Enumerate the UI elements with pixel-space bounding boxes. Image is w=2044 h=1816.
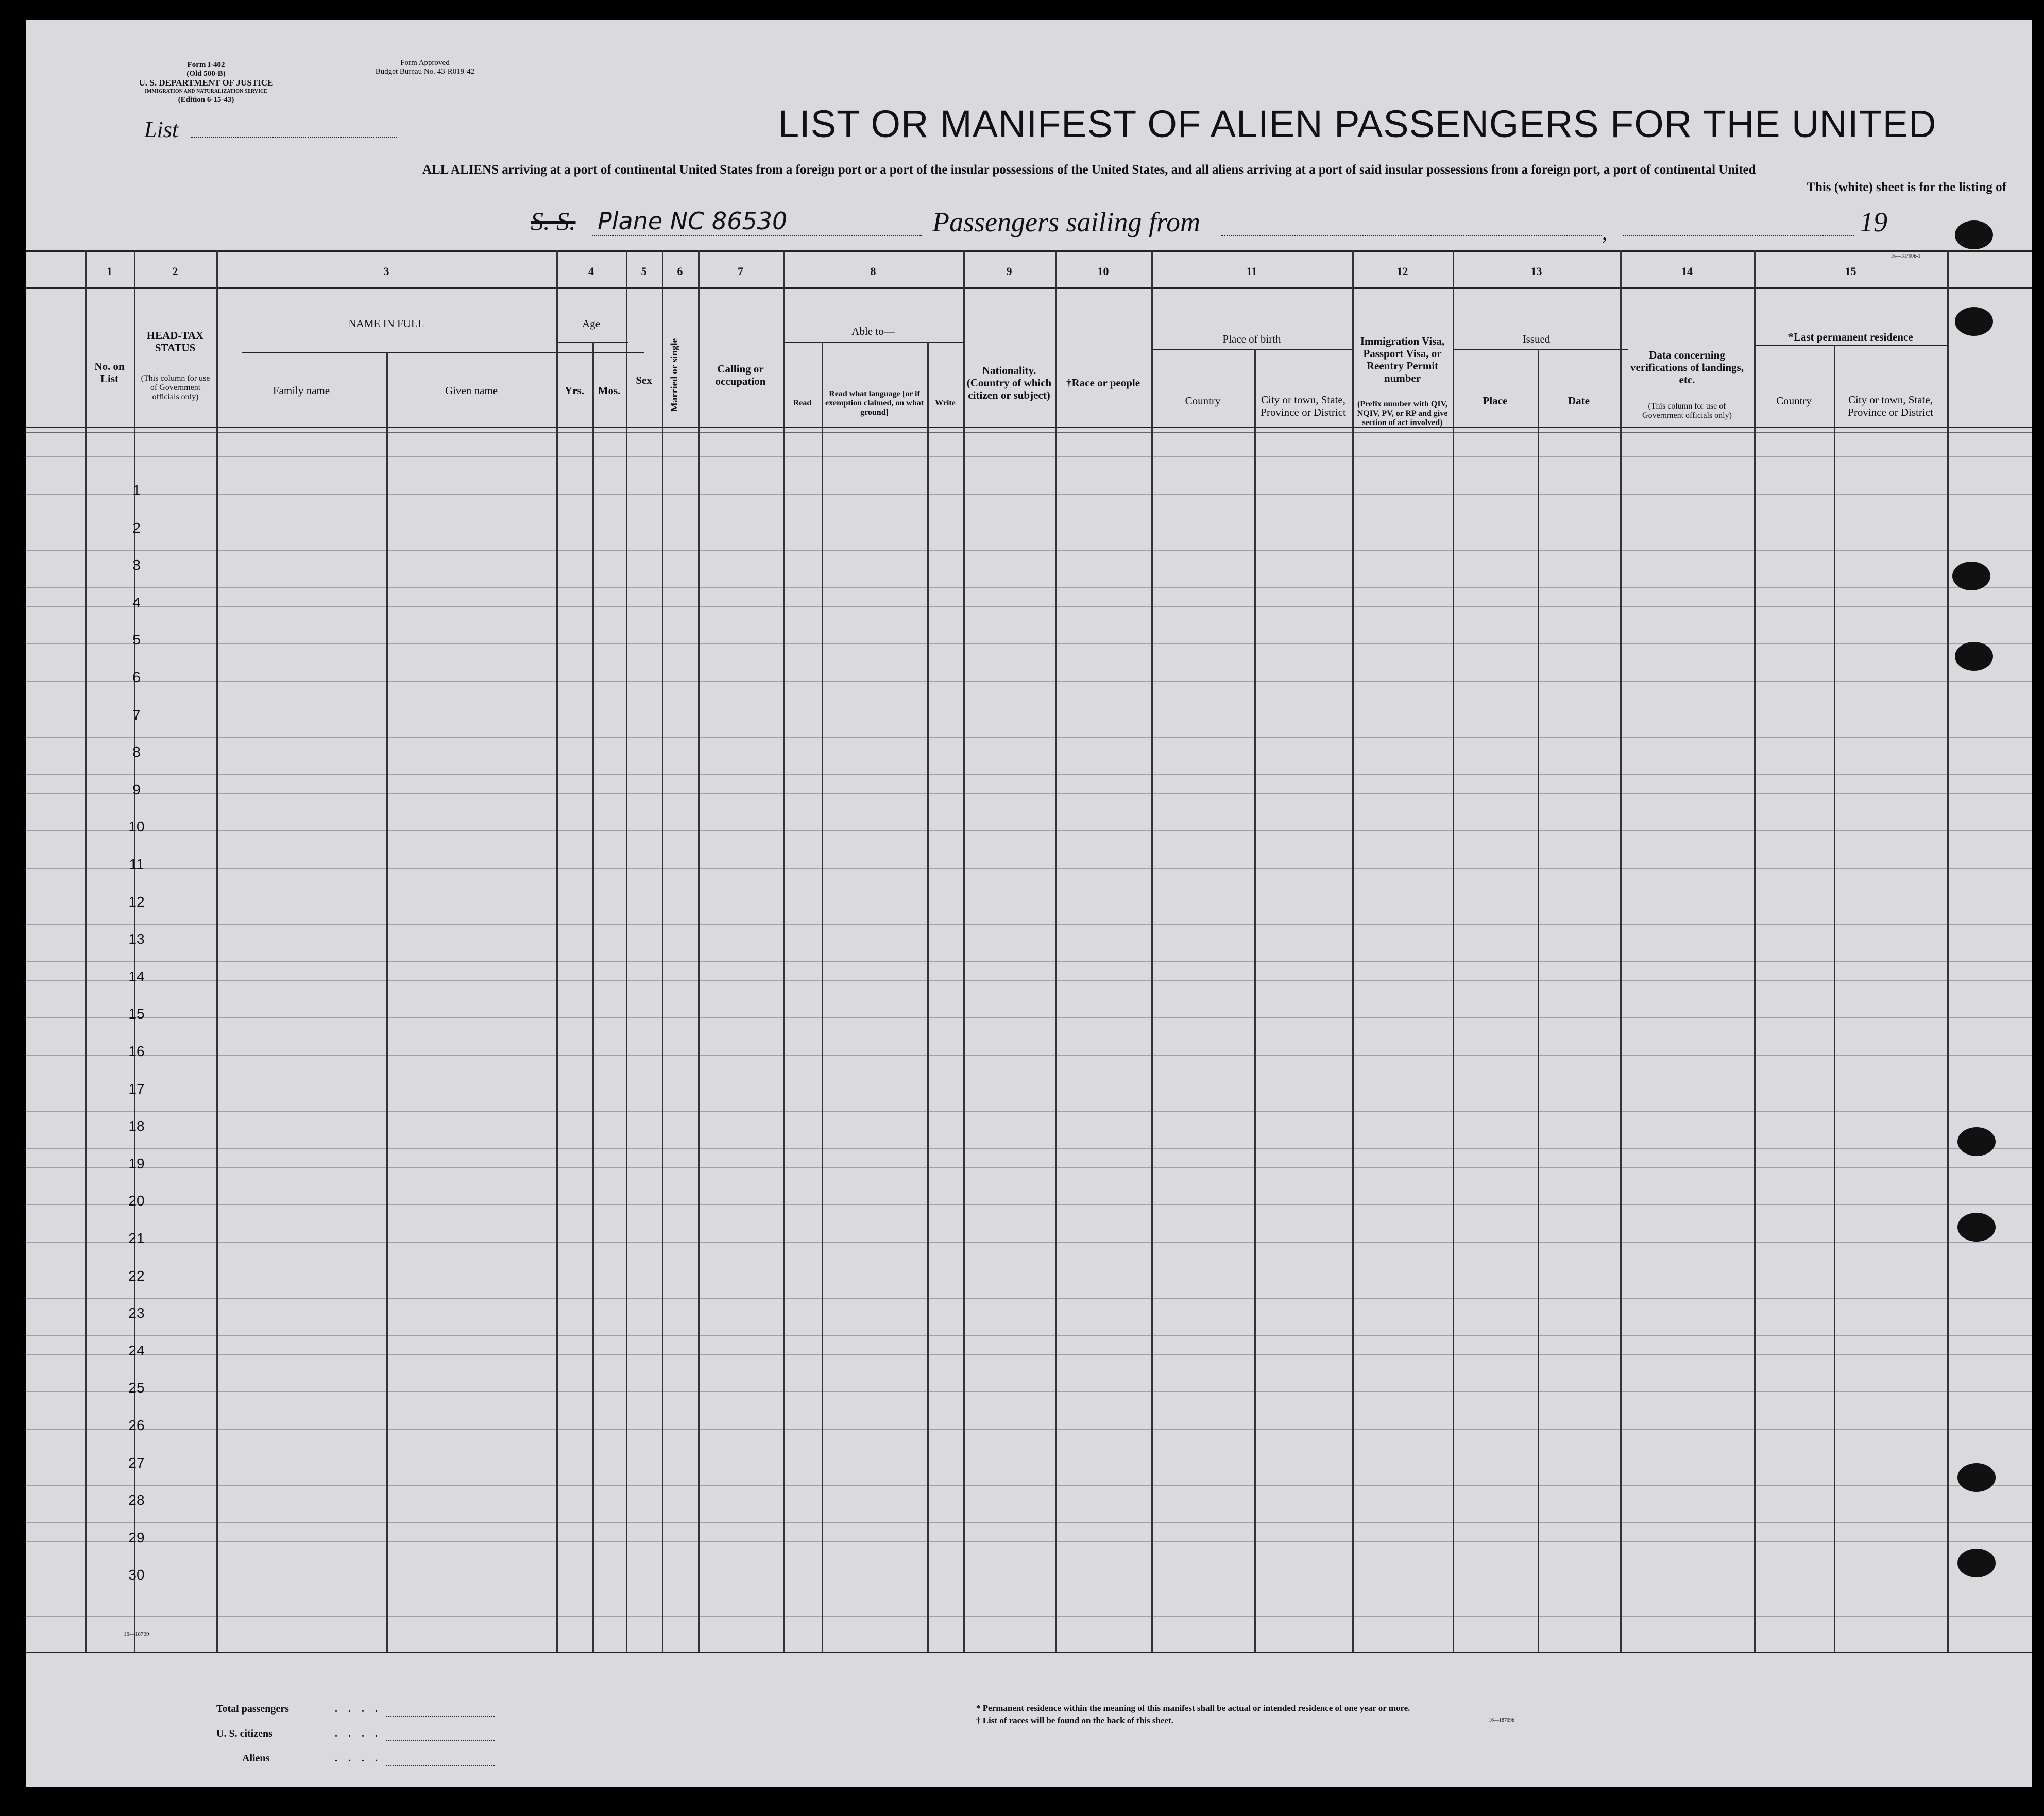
header-calling: Calling or occupation: [715, 363, 766, 387]
col-divider-13: [1453, 250, 1454, 1652]
row-number: 23: [128, 1305, 145, 1321]
row-number: 17: [128, 1080, 145, 1097]
form-identifier: [129, 61, 283, 105]
form-approved: Form Approved: [400, 59, 450, 67]
header-data-concerning: Data concerning verifications of landings, etc.: [1630, 349, 1744, 386]
header-data-note: (This column for use of Government officials only): [1642, 402, 1732, 420]
ruled-line: [26, 961, 2032, 962]
ruled-line: [26, 456, 2032, 457]
table-bottom-border: [26, 1652, 2032, 1653]
col-divider-3: [216, 250, 218, 1652]
column-number: 3: [383, 265, 389, 278]
row-number: 27: [128, 1454, 145, 1471]
ruled-line: [26, 1298, 2032, 1299]
header-nationality: Nationality. (Country of which citizen or subject): [966, 364, 1052, 401]
row-number: 25: [128, 1380, 145, 1396]
ruled-line: [26, 924, 2032, 925]
row-number: 13: [128, 931, 145, 947]
row-number: 21: [128, 1230, 145, 1246]
row-number: 30: [128, 1567, 145, 1583]
header-head-tax-note: (This column for use of Government officials only): [141, 374, 210, 401]
service-name: IMMIGRATION AND NATURALIZATION SERVICE: [145, 89, 267, 94]
ruled-line: [26, 1485, 2032, 1486]
row-number: 8: [132, 744, 141, 760]
ruled-line: [26, 1522, 2032, 1523]
ruled-line: [26, 1055, 2032, 1056]
row-number: 12: [128, 893, 145, 910]
ruled-line: [26, 980, 2032, 981]
table-top-border: [26, 250, 2032, 252]
vessel-name-handwritten[interactable]: Plane NC 86530: [598, 207, 788, 235]
col-divider-read: [822, 342, 823, 1652]
ruled-line: [26, 830, 2032, 831]
citizens-dots: . . . .: [335, 1728, 382, 1739]
footer-code: 16—18709b: [1489, 1718, 1514, 1723]
header-married: Married or single: [669, 338, 680, 412]
header-age: Age: [582, 317, 600, 330]
header-given-name: Given name: [445, 384, 498, 397]
col-divider-2: [134, 250, 135, 1652]
header-issued-date: Date: [1568, 395, 1590, 407]
column-number: 9: [1006, 265, 1012, 278]
ruled-line: [26, 587, 2032, 588]
col-divider-10: [1055, 250, 1057, 1652]
col-divider-6: [662, 250, 663, 1652]
col-divider-8: [783, 250, 785, 1652]
header-name-in-full: NAME IN FULL: [348, 317, 424, 330]
ruled-line: [26, 774, 2032, 775]
col-divider-end: [1947, 250, 1949, 1652]
column-number-separator: [26, 287, 2032, 289]
punch-hole: [1955, 642, 1993, 671]
subtitle-line-2: This (white) sheet is for the listing of: [1807, 180, 2006, 194]
form-edition: (Edition 6-15-43): [178, 96, 234, 104]
name-subheader-line: [242, 352, 644, 353]
header-mos: Mos.: [598, 384, 621, 397]
sailing-date-field[interactable]: [1623, 235, 1854, 236]
row-number: 28: [128, 1492, 145, 1508]
header-sex: Sex: [636, 374, 652, 386]
col-divider-14: [1620, 250, 1622, 1652]
row-number: 6: [132, 669, 141, 685]
total-passengers-label: Total passengers: [216, 1703, 289, 1715]
form-old-number: (Old 500-B): [186, 70, 226, 78]
ruled-line: [26, 793, 2032, 794]
footnote-permanent-residence: * Permanent residence within the meaning of this manifest shall be actual or intended residence of one year or more.: [976, 1703, 1410, 1713]
total-dots: . . . .: [335, 1703, 382, 1715]
budget-bureau-number: Budget Bureau No. 43-R019-42: [375, 67, 475, 76]
col-divider-9: [963, 250, 965, 1652]
row-number: 5: [132, 632, 141, 648]
header-write: Write: [935, 399, 956, 408]
manifest-sheet: [26, 20, 2032, 1787]
row-number: 15: [128, 1006, 145, 1022]
header-issued: Issued: [1522, 333, 1551, 345]
birth-subheader-line: [1151, 349, 1352, 350]
col-divider-age: [592, 342, 594, 1652]
year-label: 19: [1860, 207, 1887, 237]
subtitle-line-1: ALL ALIENS arriving at a port of continental United States from a foreign port or a port of the insular possessions of the United States, and all aliens arriving at a port of said insular possessions from a foreign port, a port of continental United: [422, 163, 1756, 177]
ruled-line: [26, 1017, 2032, 1018]
col-divider-birth: [1254, 349, 1256, 1652]
row-number: 10: [128, 819, 145, 835]
header-birth-country: Country: [1185, 395, 1221, 407]
col-divider-7: [698, 250, 700, 1652]
ruled-line: [26, 868, 2032, 869]
row-number: 22: [128, 1267, 145, 1284]
header-able-to: Able to—: [851, 325, 895, 337]
row-number: 29: [128, 1529, 145, 1546]
header-last-residence: *Last permanent residence: [1788, 331, 1913, 343]
row-number: 9: [132, 781, 141, 797]
column-number: 2: [172, 265, 178, 278]
row-number: 2: [132, 519, 141, 536]
ruled-line: [26, 550, 2032, 551]
row-number: 1: [132, 482, 141, 498]
ruled-line: [26, 1429, 2032, 1430]
column-number: 13: [1530, 265, 1542, 278]
col-divider-4: [556, 250, 558, 1652]
header-read-language: Read what language [or if exemption claimed, on what ground]: [825, 389, 924, 417]
header-residence-city: City or town, State, Province or District: [1848, 394, 1933, 418]
ruled-line: [26, 606, 2032, 607]
form-number: Form I-402: [187, 61, 225, 69]
column-number: 14: [1681, 265, 1693, 278]
sailing-from-label: Passengers sailing from: [932, 207, 1201, 237]
header-visa-note: (Prefix number with QIV, NQIV, PV, or RP and give section of act involved): [1357, 400, 1448, 427]
header-race: †Race or people: [1066, 377, 1140, 389]
col-divider-12: [1352, 250, 1354, 1652]
row-number: 7: [132, 706, 141, 723]
ruled-line: [26, 1616, 2032, 1617]
ruled-line: [26, 1335, 2032, 1336]
header-birth-city: City or town, State, Province or District: [1261, 394, 1346, 418]
issued-subheader-line: [1453, 349, 1628, 350]
row-number: 20: [128, 1193, 145, 1209]
department-name: U. S. DEPARTMENT OF JUSTICE: [139, 78, 274, 88]
col-divider-11: [1151, 250, 1153, 1652]
row-number: 3: [132, 557, 141, 573]
punch-hole: [1957, 1127, 1996, 1156]
aliens-label: Aliens: [242, 1753, 270, 1764]
header-residence-country: Country: [1776, 395, 1812, 407]
col-divider-5: [626, 250, 627, 1652]
col-divider-issued: [1538, 349, 1539, 1652]
aliens-field[interactable]: [386, 1765, 495, 1766]
column-number: 6: [677, 265, 683, 278]
ruled-line: [26, 1111, 2032, 1112]
list-label: List: [144, 117, 179, 142]
ruled-line: [26, 1242, 2032, 1243]
header-place-of-birth: Place of birth: [1222, 333, 1281, 345]
ruled-line: [26, 1391, 2032, 1392]
footnote-races: † List of races will be found on the back of this sheet.: [976, 1716, 1173, 1725]
header-read: Read: [793, 399, 812, 408]
column-number: 11: [1246, 265, 1257, 278]
ruled-line: [26, 494, 2032, 495]
form-approval: [361, 59, 489, 76]
column-number: 7: [738, 265, 743, 278]
total-passengers-field[interactable]: [386, 1716, 495, 1717]
col-divider-res: [1834, 345, 1835, 1652]
list-number-field[interactable]: [191, 137, 397, 138]
ruled-line: [26, 1148, 2032, 1149]
ruled-line: [26, 1167, 2032, 1168]
row-number: 26: [128, 1417, 145, 1433]
column-number: 4: [588, 265, 594, 278]
row-number: 16: [128, 1043, 145, 1059]
col-divider-15: [1754, 250, 1756, 1652]
header-issued-place: Place: [1483, 395, 1508, 407]
column-number: 1: [107, 265, 112, 278]
ruled-line: [26, 737, 2032, 738]
ss-prefix: S. S.: [531, 207, 576, 235]
row-number: 11: [129, 856, 144, 872]
column-number: 15: [1845, 265, 1856, 278]
header-visa: Immigration Visa, Passport Visa, or Reentry Permit number: [1360, 335, 1445, 384]
corner-code: 16—18700b-1: [1890, 253, 1921, 259]
row-number: 4: [132, 594, 141, 610]
punch-hole: [1955, 307, 1993, 336]
column-number: 10: [1097, 265, 1109, 278]
us-citizens-field[interactable]: [386, 1740, 495, 1741]
page-title: LIST OR MANIFEST OF ALIEN PASSENGERS FOR THE UNITED: [778, 103, 1937, 145]
ruled-line: [26, 681, 2032, 682]
aliens-dots: . . . .: [335, 1753, 382, 1764]
ruled-line: [26, 1354, 2032, 1355]
punch-hole: [1955, 220, 1993, 249]
header-head-tax: HEAD-TAX STATUS: [146, 329, 204, 354]
col-divider-name: [386, 352, 388, 1652]
col-divider-lang: [927, 342, 929, 1652]
column-number: 8: [870, 265, 876, 278]
able-subheader-line: [783, 342, 963, 343]
punch-hole: [1957, 1213, 1996, 1242]
punch-hole: [1957, 1549, 1996, 1577]
header-family-name: Family name: [272, 384, 330, 397]
ruled-line: [26, 1541, 2032, 1542]
header-yrs: Yrs.: [565, 384, 584, 397]
col-divider-1: [85, 250, 87, 1652]
comma: ,: [1602, 221, 1607, 244]
row-number: 14: [128, 968, 145, 985]
sailing-port-field[interactable]: [1221, 235, 1602, 236]
ruled-line: [26, 643, 2032, 644]
row-number: 18: [128, 1118, 145, 1134]
column-number: 12: [1396, 265, 1408, 278]
ruled-line: [26, 1204, 2032, 1205]
row-number: 19: [128, 1155, 145, 1172]
us-citizens-label: U. S. citizens: [216, 1728, 272, 1739]
punch-hole: [1952, 562, 1990, 590]
column-number: 5: [641, 265, 647, 278]
row-number: 24: [128, 1342, 145, 1359]
bottom-form-code: 16—18709: [124, 1631, 149, 1637]
header-bottom-double: [26, 432, 2032, 433]
punch-hole: [1957, 1463, 1996, 1492]
vessel-name-field[interactable]: [592, 235, 922, 236]
header-no-on-list: No. on List: [94, 360, 125, 385]
